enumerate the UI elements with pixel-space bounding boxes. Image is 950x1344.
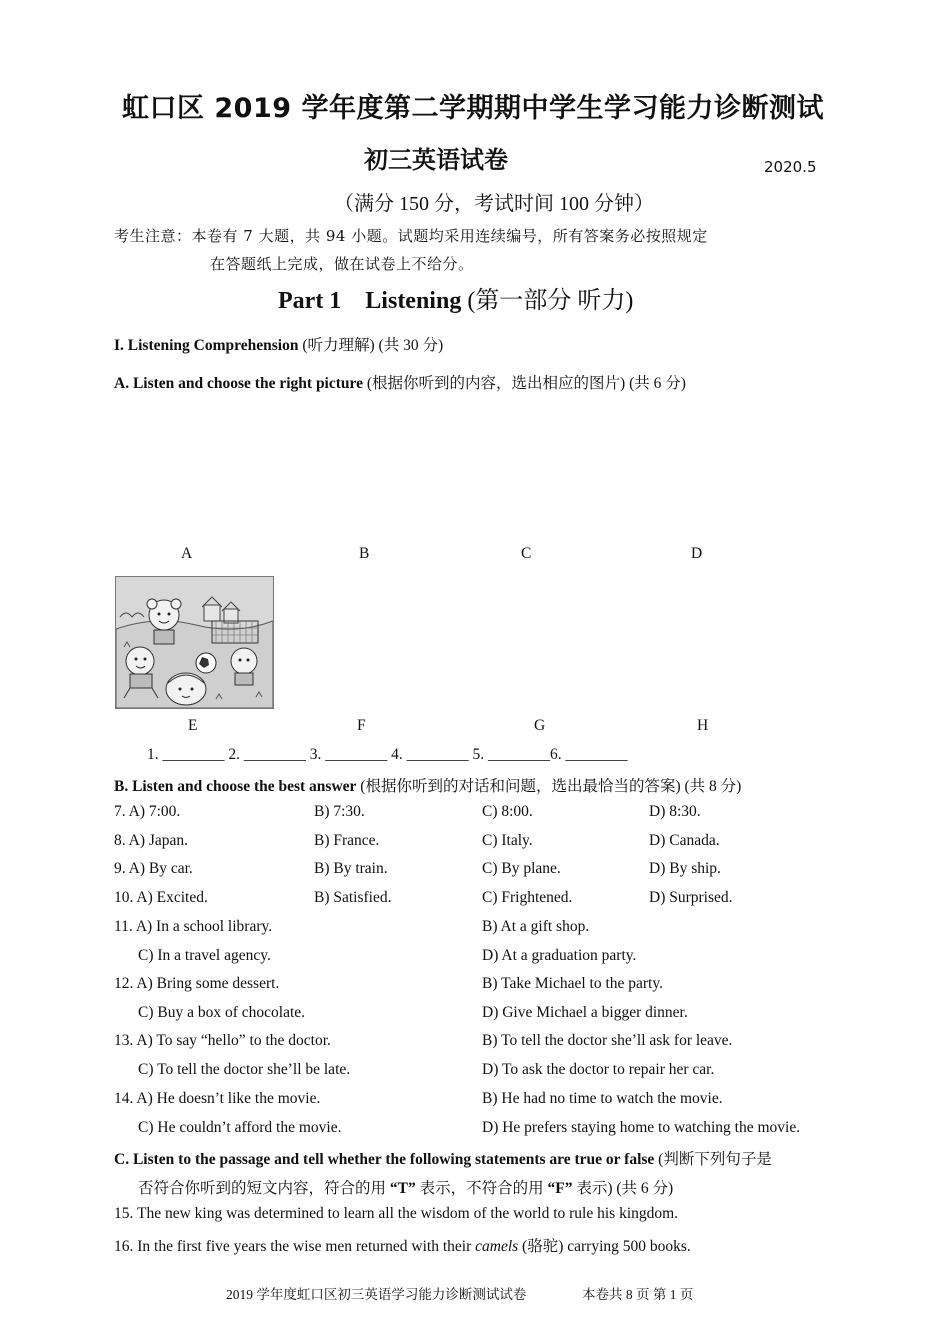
notice-line-2: 在答题纸上完成，做在试卷上不给分。 xyxy=(210,255,474,273)
section-a-title xyxy=(114,371,686,393)
section-c-line2-b: 表示，不符合的用 xyxy=(419,1180,544,1197)
score-time: （满分 150 分，考试时间 100 分钟） xyxy=(334,193,654,215)
picture-letter-f: F xyxy=(357,717,366,734)
q8-option-b: B) France. xyxy=(314,832,380,849)
q16-part-1: 16. In the first five years the wise men returned with their xyxy=(114,1238,476,1255)
picture-letter-d: D xyxy=(691,545,703,562)
q13-option-d: D) To ask the doctor to repair her car. xyxy=(482,1061,715,1078)
q16-part-2: (骆驼) carrying 500 books. xyxy=(518,1238,691,1255)
section-1-title xyxy=(114,333,443,355)
q10-option-b: B) Satisfied. xyxy=(314,889,392,906)
section-1-title-bold: I. Listening Comprehension xyxy=(114,337,299,354)
q14-option-c: C) He couldn’t afford the movie. xyxy=(138,1119,342,1136)
section-c-false-mark: “F” xyxy=(547,1180,573,1197)
q12-option-a: 12. A) Bring some dessert. xyxy=(114,975,280,992)
q12-option-d: D) Give Michael a bigger dinner. xyxy=(482,1004,688,1021)
section-c-title-line-2 xyxy=(138,1176,673,1198)
picture-letter-a: A xyxy=(181,545,193,562)
q8-option-a: 8. A) Japan. xyxy=(114,832,189,849)
section-c-line2-a: 否符合你听到的短文内容，符合的用 xyxy=(138,1180,387,1197)
footer-page-number: 本卷共 8 页 第 1 页 xyxy=(582,1287,694,1302)
q7-option-a: 7. A) 7:00. xyxy=(114,803,181,820)
picture-letter-c: C xyxy=(521,545,532,562)
section-a-title-bold: A. Listen and choose the right picture xyxy=(114,375,364,392)
section-b-title-rest: (根据你听到的对话和问题，选出最恰当的答案) (共 8 分) xyxy=(360,778,742,795)
section-a-title-rest: (根据你听到的内容，选出相应的图片) (共 6 分) xyxy=(366,375,686,392)
q14-option-b: B) He had no time to watch the movie. xyxy=(482,1090,723,1107)
q11-option-a: 11. A) In a school library. xyxy=(114,918,273,935)
picture-letter-g: G xyxy=(534,717,546,734)
q11-option-c: C) In a travel agency. xyxy=(138,947,271,964)
answer-blanks-1-6: 1. ________ 2. ________ 3. ________ 4. ________ 5. ________6. ________ xyxy=(147,746,628,763)
exam-subtitle: 初三英语试卷 xyxy=(364,146,508,174)
q7-option-d: D) 8:30. xyxy=(649,803,701,820)
q10-option-a: 10. A) Excited. xyxy=(114,889,208,906)
q10-option-d: D) Surprised. xyxy=(649,889,733,906)
q13-option-b: B) To tell the doctor she’ll ask for leave. xyxy=(482,1032,733,1049)
q15-statement: 15. The new king was determined to learn all the wisdom of the world to rule his kingdom. xyxy=(114,1205,679,1222)
q16-statement xyxy=(114,1234,691,1256)
football-scene-illustration xyxy=(116,577,273,708)
q12-option-c: C) Buy a box of chocolate. xyxy=(138,1004,306,1021)
q14-option-a: 14. A) He doesn’t like the movie. xyxy=(114,1090,321,1107)
q11-option-d: D) At a graduation party. xyxy=(482,947,637,964)
part-title-en: Part 1 Listening xyxy=(278,288,462,314)
q11-option-b: B) At a gift shop. xyxy=(482,918,590,935)
notice-line-1: 考生注意：本卷有 7 大题，共 94 小题。试题均采用连续编号，所有答案务必按照规定 xyxy=(114,227,708,245)
q9-option-b: B) By train. xyxy=(314,860,388,877)
q12-option-b: B) Take Michael to the party. xyxy=(482,975,663,992)
section-c-title xyxy=(114,1147,772,1169)
picture-e-children-football xyxy=(115,576,274,709)
picture-letter-b: B xyxy=(359,545,370,562)
q7-option-c: C) 8:00. xyxy=(482,803,533,820)
picture-letter-e: E xyxy=(188,717,198,734)
q9-option-c: C) By plane. xyxy=(482,860,561,877)
picture-letter-h: H xyxy=(697,717,709,734)
q16-camels: camels xyxy=(475,1238,519,1255)
section-c-line2-c: 表示) (共 6 分) xyxy=(576,1180,674,1197)
section-b-title-bold: B. Listen and choose the best answer xyxy=(114,778,357,795)
section-c-true-mark: “T” xyxy=(389,1180,416,1197)
q13-option-c: C) To tell the doctor she’ll be late. xyxy=(138,1061,351,1078)
exam-title: 虹口区 2019 学年度第二学期期中学生学习能力诊断测试 xyxy=(122,93,824,124)
q10-option-c: C) Frightened. xyxy=(482,889,573,906)
q7-option-b: B) 7:30. xyxy=(314,803,365,820)
q9-option-d: D) By ship. xyxy=(649,860,721,877)
q14-option-d: D) He prefers staying home to watching the movie. xyxy=(482,1119,801,1136)
exam-date: 2020.5 xyxy=(764,158,817,176)
q8-option-d: D) Canada. xyxy=(649,832,720,849)
section-c-title-bold: C. Listen to the passage and tell whether the following statements are true or false xyxy=(114,1151,655,1168)
q8-option-c: C) Italy. xyxy=(482,832,533,849)
q9-option-a: 9. A) By car. xyxy=(114,860,193,877)
section-1-title-rest: (听力理解) (共 30 分) xyxy=(302,337,444,354)
part-title-cn: (第一部分 听力) xyxy=(467,288,634,314)
part-title xyxy=(278,280,633,315)
footer-exam-name: 2019 学年度虹口区初三英语学习能力诊断测试试卷 xyxy=(226,1287,527,1302)
section-c-title-rest: (判断下列句子是 xyxy=(658,1151,772,1168)
section-b-title xyxy=(114,774,741,796)
q13-option-a: 13. A) To say “hello” to the doctor. xyxy=(114,1032,331,1049)
